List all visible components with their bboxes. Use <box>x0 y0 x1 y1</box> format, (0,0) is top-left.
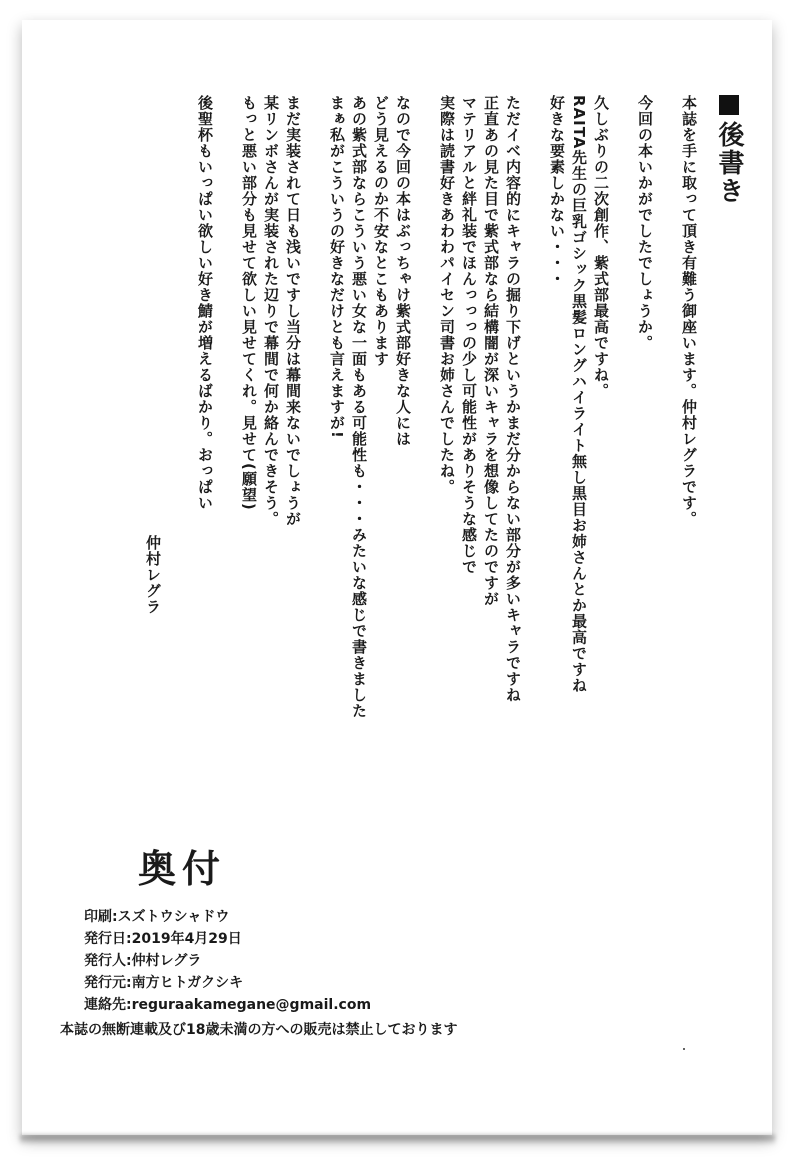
afterword-paragraph <box>326 95 414 735</box>
afterword-line: マテリアルと絆礼装でほんっっっの少し可能性がありそうな感じで <box>460 95 478 575</box>
afterword-line: まだ実装されて日も浅いですし当分は幕間来ないでしょうが <box>284 95 302 527</box>
afterword-paragraph <box>238 95 304 735</box>
afterword-heading <box>714 95 744 735</box>
colophon-publisher-person: 発行人:仲村レグラ <box>84 953 202 969</box>
afterword-line: 某リンボさんが実装された辺りで幕間で何か絡んできそう。 <box>262 95 280 527</box>
afterword-heading-text: 後書き <box>714 121 744 205</box>
afterword-line: 後聖杯もいっぱい欲しい好き鯖が増えるばかり。おっぱい <box>196 95 214 511</box>
colophon-contact: 連絡先:reguraakamegane@gmail.com <box>84 997 372 1013</box>
afterword-paragraph <box>546 95 612 735</box>
afterword-line: 久しぶりの二次創作、紫式部最高ですね。 <box>592 95 610 399</box>
afterword-line: 今回の本いかがでしたでしょうか。 <box>636 95 654 351</box>
afterword-line: なので今回の本はぶっちゃけ紫式部好きな人には <box>394 95 412 447</box>
afterword-line: 実際は読書好きあわわパイセン司書お姉さんでしたね。 <box>438 95 456 495</box>
colophon-issue-date: 発行日:2019年4月29日 <box>84 931 242 947</box>
afterword-line: どう見えるのか不安なとこもあります <box>372 95 390 367</box>
afterword-line: ただイベ内容的にキャラの掘り下げというかまだ分からない部分が多いキャラですね <box>504 95 522 703</box>
afterword-paragraph <box>436 95 524 735</box>
legal-notice: 本誌の無断連載及び18歳未満の方への販売は禁止しております <box>60 1022 458 1038</box>
square-bullet-icon <box>719 95 739 115</box>
page-shadow <box>20 1135 775 1145</box>
afterword-line: もっと悪い部分も見せて欲しい見せてくれ。見せて(願望) <box>240 95 258 511</box>
colophon-printer: 印刷:スズトウシャドウ <box>84 909 230 925</box>
afterword-line: 本誌を手に取って頂き有難う御座います。仲村レグラです。 <box>680 95 698 527</box>
afterword-line: あの紫式部ならこういう悪い女な一面もある可能性も・・・みたいな感じで書きました <box>350 95 368 719</box>
afterword-line: 好きな要素しかない・・・ <box>548 95 566 287</box>
afterword-paragraph <box>634 95 656 735</box>
afterword-line: まぁ私がこういうの好きなだけとも言えますが! <box>328 95 346 439</box>
afterword-line: RAITA先生の巨乳ゴシック黒髪ロングハイライト無し黒目お姉さんとか最高ですね <box>570 95 588 694</box>
speck-mark <box>683 1048 685 1050</box>
author-signature: 仲村レグラ <box>144 535 162 615</box>
colophon-title: 奥付 <box>138 847 227 891</box>
colophon-details <box>84 906 371 1016</box>
afterword-section <box>40 95 744 735</box>
colophon-publisher-circle: 発行元:南方ヒトガクシキ <box>84 975 244 991</box>
afterword-line: 正直あの見た目で紫式部なら結構闇が深いキャラを想像してたのですが <box>482 95 500 607</box>
afterword-paragraph <box>194 95 216 735</box>
afterword-paragraph <box>678 95 700 735</box>
